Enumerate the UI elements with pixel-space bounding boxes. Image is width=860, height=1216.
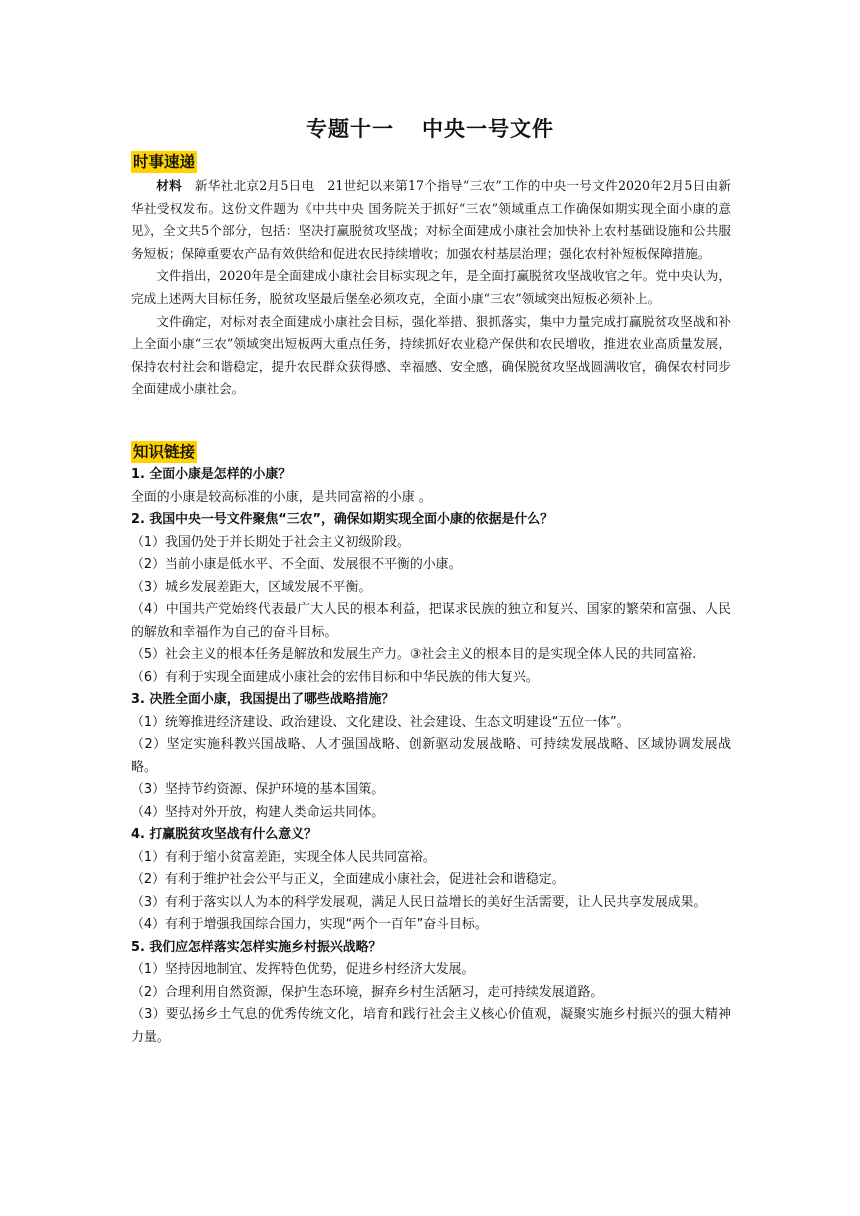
- answer-item: （4）有利于增强我国综合国力，实现“两个一百年”奋斗目标。: [131, 917, 488, 932]
- answer-item: 全面的小康是较高标准的小康，是共同富裕的小康 。: [131, 489, 432, 505]
- material-text-1: 新华社北京2月5日电 21世纪以来第17个指导“三农”工作的中央一号文件2020年2月5日由新华社受权发布。这份文件题为《中共中央 国务院关于抓好“三农”领域重点工作确保如期实现全面小康的意见》，全文共5个部分，包括：坚决打赢脱贫攻坚战；对标全面建成小康社会加快补上农村基础设施和公共服务短板；保障重要农产品有效供给和促进农民持续增收；加强农村基层治理；强化农村补短板保障措施。: [131, 178, 732, 261]
- question-4: 4. 打赢脱贫攻坚战有什么意义？: [131, 827, 317, 842]
- answer-item: （6）有利于实现全面建成小康社会的宏伟目标和中华民族的伟大复兴。: [131, 669, 539, 685]
- answer-item: （2）当前小康是低水平、不全面、发展很不平衡的小康。: [131, 557, 462, 572]
- answer-item: （3）有利于落实以人为本的科学发展观，满足人民日益增长的美好生活需要，让人民共享发展成果。: [131, 894, 707, 910]
- answer-item: （1）我国仍处于并长期处于社会主义初级阶段。: [131, 534, 410, 550]
- material-label: 材料: [156, 178, 182, 193]
- section-heading-knowledge: 知识链接: [133, 443, 196, 461]
- material-block: [131, 175, 731, 401]
- title-right: 中央一号文件: [422, 117, 554, 141]
- knowledge-list: [131, 464, 731, 1049]
- question-2: 2. 我国中央一号文件聚焦“三农”，确保如期实现全面小康的依据是什么？: [131, 512, 554, 527]
- material-paragraph-2: 文件指出，2020年是全面建成小康社会目标实现之年，是全面打赢脱贫攻坚战收官之年。党中央认为，完成上述两大目标任务，脱贫攻坚最后堡垒必须攻克，全面小康“三农”领域突出短板必须补上。: [131, 268, 731, 306]
- answer-item: （4）中国共产党始终代表最广大人民的根本利益，把谋求民族的独立和复兴、国家的繁荣和富强、人民的解放和幸福作为自己的奋斗目标。: [131, 602, 731, 640]
- answer-item: （1）坚持因地制宜、发挥特色优势，促进乡村经济大发展。: [131, 962, 475, 977]
- answer-item: （1）有利于缩小贫富差距，实现全体人民共同富裕。: [131, 849, 436, 865]
- answer-item: （2）合理利用自然资源，保护生态环境，摒弃乡村生活陋习，走可持续发展道路。: [131, 984, 604, 1000]
- answer-item: （2）有利于维护社会公平与正义，全面建成小康社会，促进社会和谐稳定。: [131, 872, 565, 887]
- question-1: 1. 全面小康是怎样的小康？: [131, 467, 292, 482]
- answer-item: （4）坚持对外开放，构建人类命运共同体。: [131, 804, 385, 820]
- answer-item: （3）坚持节约资源、保护环境的基本国策。: [131, 782, 385, 797]
- answer-item: （3）城乡发展差距大，区域发展不平衡。: [131, 579, 372, 595]
- section-heading-news: 时事速递: [133, 153, 196, 171]
- title-left: 专题十一: [306, 117, 394, 141]
- answer-item: （1）统筹推进经济建设、政治建设、文化建设、社会建设、生态文明建设“五位一体”。: [131, 714, 630, 730]
- question-5: 5. 我们应怎样落实怎样实施乡村振兴战略？: [131, 939, 382, 955]
- answer-item: （3）要弘扬乡土气息的优秀传统文化，培育和践行社会主义核心价值观，凝聚实施乡村振兴的强大精神力量。: [131, 1007, 731, 1045]
- page-title: [0, 113, 860, 143]
- answer-item: （2）坚定实施科教兴国战略、人才强国战略、创新驱动发展战略、可持续发展战略、区域协调发展战略。: [131, 737, 731, 775]
- material-paragraph-3: 文件确定，对标对表全面建成小康社会目标，强化举措、狠抓落实，集中力量完成打赢脱贫攻坚战和补上全面小康“三农”领域突出短板两大重点任务，持续抓好农业稳产保供和农民增收，推进农业高质量发展，保持农村社会和谐稳定，提升农民群众获得感、幸福感、安全感，确保脱贫攻坚战圆满收官，确保农村同步全面建成小康社会。: [131, 313, 731, 397]
- question-3: 3. 决胜全面小康，我国提出了哪些战略措施？: [131, 692, 395, 707]
- answer-item: （5）社会主义的根本任务是解放和发展生产力。③社会主义的根本目的是实现全体人民的共同富裕.: [131, 647, 697, 662]
- material-paragraph-1: [131, 175, 731, 265]
